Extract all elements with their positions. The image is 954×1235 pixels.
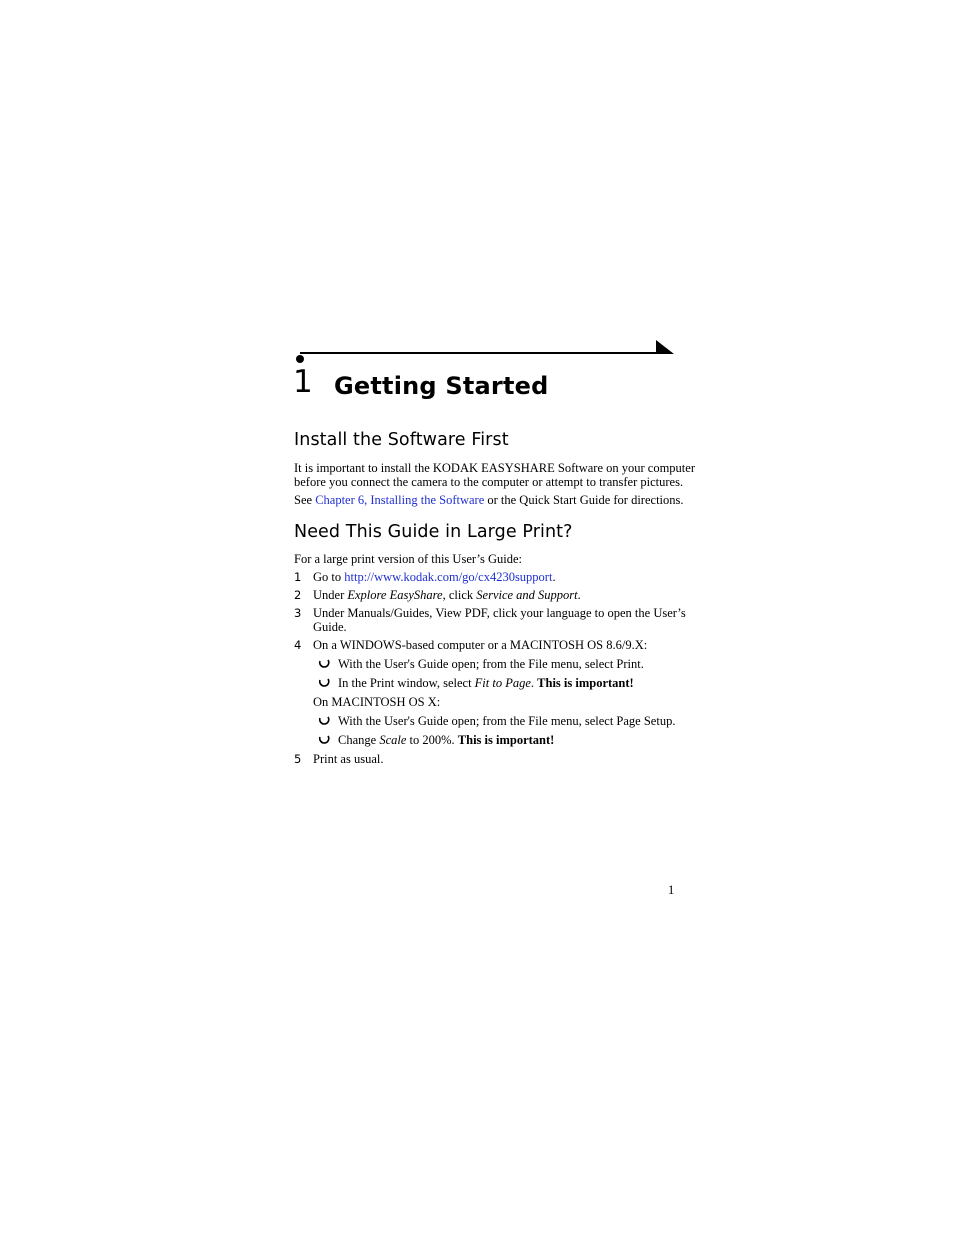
bullet-mac-2-prefix: Change bbox=[338, 733, 380, 747]
large-print-intro: For a large print version of this User’s Guide: bbox=[294, 552, 522, 566]
step-1-prefix: Go to bbox=[313, 570, 345, 584]
kodak-support-link[interactable]: http://www.kodak.com/go/cx4230support bbox=[344, 570, 553, 584]
step-2-explore-easyshare: Explore EasyShare bbox=[347, 588, 443, 602]
step-5-text: Print as usual. bbox=[313, 752, 384, 766]
chapter-title: Getting Started bbox=[334, 372, 549, 400]
see-suffix: or the Quick Start Guide for directions. bbox=[484, 493, 684, 507]
install-paragraph-line-2: before you connect the camera to the computer or attempt to transfer pictures. bbox=[294, 475, 684, 489]
bullet-mac-1: With the User's Guide open; from the File menu, select Page Setup. bbox=[338, 714, 676, 728]
scale-term: Scale bbox=[379, 733, 407, 747]
step-1-suffix: . bbox=[552, 570, 556, 584]
bullet-win-2-mid: . bbox=[530, 676, 538, 690]
see-prefix: See bbox=[294, 493, 316, 507]
step-2-e: . bbox=[577, 588, 581, 602]
section-heading-large-print: Need This Guide in Large Print? bbox=[294, 522, 573, 542]
page-number: 1 bbox=[668, 883, 675, 897]
bullet-circle-icon bbox=[318, 714, 330, 726]
important-note: This is important! bbox=[457, 733, 555, 747]
step-number: 5 bbox=[294, 752, 302, 766]
step-1-text bbox=[313, 570, 556, 584]
chapter-rule bbox=[296, 340, 676, 370]
bullet-mac-2-mid: to 200%. bbox=[406, 733, 458, 747]
bullet-circle-icon bbox=[318, 676, 330, 688]
bullet-win-2 bbox=[338, 676, 634, 690]
step-3-line-2: Guide. bbox=[313, 620, 347, 634]
step-4-text: On a WINDOWS-based computer or a MACINTOSH OS 8.6/9.X: bbox=[313, 638, 648, 652]
step-2-a: Under bbox=[313, 588, 348, 602]
step-2-text bbox=[313, 588, 581, 602]
install-see-line bbox=[294, 493, 684, 507]
install-paragraph-line-1: It is important to install the KODAK EASYSHARE Software on your computer bbox=[294, 461, 695, 475]
step-number: 1 bbox=[294, 570, 302, 584]
bullet-win-2-prefix: In the Print window, select bbox=[338, 676, 475, 690]
bullet-win-1: With the User's Guide open; from the File menu, select Print. bbox=[338, 657, 644, 671]
step-number: 2 bbox=[294, 588, 302, 602]
bullet-mac-2 bbox=[338, 733, 554, 747]
step-number: 4 bbox=[294, 638, 302, 652]
section-heading-install: Install the Software First bbox=[294, 430, 509, 450]
rule-arrow-icon bbox=[656, 340, 674, 354]
step-3-line-1: Under Manuals/Guides, View PDF, click your language to open the User’s bbox=[313, 606, 686, 620]
bullet-circle-icon bbox=[318, 733, 330, 745]
chapter-6-link[interactable]: Chapter 6, Installing the Software bbox=[315, 493, 485, 507]
mac-os-x-label: On MACINTOSH OS X: bbox=[313, 695, 441, 709]
chapter-number: 1 bbox=[293, 364, 313, 400]
step-2-service-support: Service and Support bbox=[476, 588, 578, 602]
bullet-circle-icon bbox=[318, 657, 330, 669]
step-number: 3 bbox=[294, 606, 302, 620]
fit-to-page-term: Fit to Page bbox=[474, 676, 531, 690]
step-2-c: , click bbox=[442, 588, 477, 602]
important-note: This is important! bbox=[537, 676, 634, 690]
